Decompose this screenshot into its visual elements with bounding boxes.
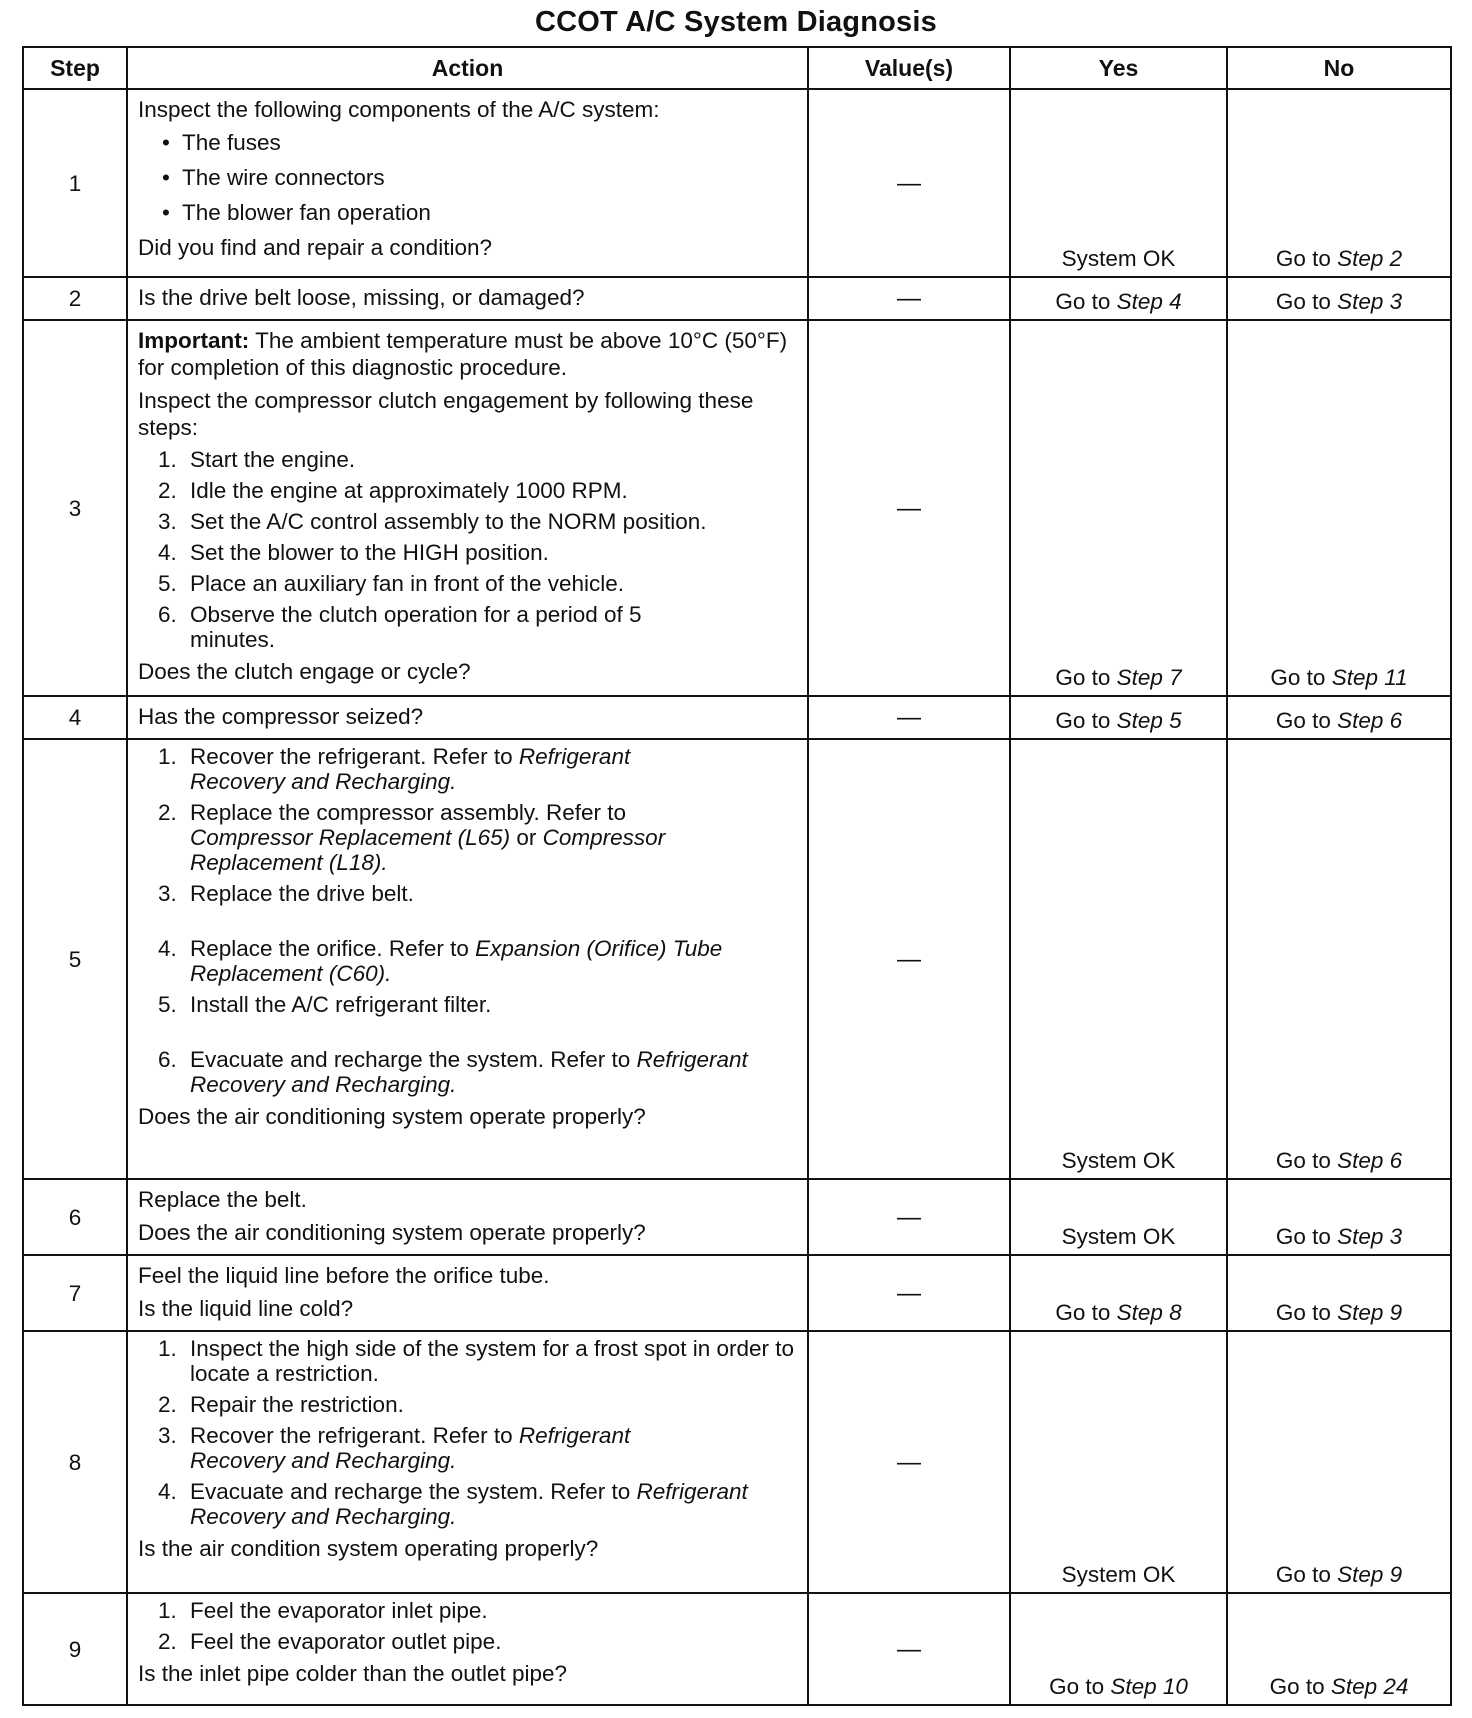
document-title: CCOT A/C System Diagnosis <box>535 6 937 38</box>
action-question: Is the inlet pipe colder than the outlet pipe? <box>138 1661 568 1686</box>
list-item: 1. Recover the refrigerant. Refer to Refrigerant Recovery and Recharging. <box>158 744 631 794</box>
table-header-row <box>23 47 1451 89</box>
step-number: 1 <box>23 89 127 277</box>
action-question: Is the liquid line cold? <box>138 1296 354 1321</box>
list-item: • The blower fan operation <box>162 199 797 226</box>
step-number: 2 <box>23 277 127 320</box>
list-item: 2. Replace the compressor assembly. Refer to Compressor Replacement (L65) or Compressor Replacement (L18). <box>158 800 666 875</box>
step-number: 7 <box>23 1255 127 1331</box>
table-row <box>23 320 1451 696</box>
list-item: 6. Observe the clutch operation for a period of 5 minutes. <box>158 602 642 652</box>
action-cell <box>127 89 808 277</box>
table-row <box>23 1255 1451 1331</box>
value-cell: — <box>808 1331 1010 1593</box>
numbered-list <box>138 744 797 1097</box>
step-number: 3 <box>23 320 127 696</box>
list-item: 1. Inspect the high side of the system for a frost spot in order to locate a restriction. <box>158 1336 795 1386</box>
numbered-list <box>138 447 797 652</box>
value-cell: — <box>808 277 1010 320</box>
header-action: Action <box>127 47 808 89</box>
value-cell: — <box>808 89 1010 277</box>
list-item: 4. Set the blower to the HIGH position. <box>158 540 549 565</box>
action-cell <box>127 1179 808 1255</box>
step-number: 4 <box>23 696 127 739</box>
list-item: 1. Feel the evaporator inlet pipe. <box>158 1598 488 1623</box>
value-cell: — <box>808 739 1010 1179</box>
value-cell: — <box>808 1179 1010 1255</box>
yes-cell: Go to Step 5 <box>1010 696 1227 739</box>
header-values: Value(s) <box>808 47 1010 89</box>
table-row <box>23 1593 1451 1705</box>
no-cell: Go to Step 3 <box>1227 1179 1451 1255</box>
action-question: Does the clutch engage or cycle? <box>138 659 471 684</box>
action-text: Replace the belt. <box>138 1187 307 1212</box>
list-item: • The wire connectors <box>162 164 797 191</box>
list-item: 1. Start the engine. <box>158 447 356 472</box>
important-note: Important: The ambient temperature must be above 10°C (50°F) for completion of this diagnostic procedure. <box>138 328 788 380</box>
action-cell <box>127 277 808 320</box>
table-row <box>23 277 1451 320</box>
table-row <box>23 696 1451 739</box>
action-intro: Inspect the following components of the A/C system: <box>138 97 660 122</box>
yes-cell: Go to Step 4 <box>1010 277 1227 320</box>
list-item: 4. Replace the orifice. Refer to Expansion (Orifice) Tube Replacement (C60). <box>158 936 723 986</box>
action-text: Feel the liquid line before the orifice tube. <box>138 1263 550 1288</box>
important-label: Important: <box>138 328 250 353</box>
step-number: 6 <box>23 1179 127 1255</box>
yes-cell: Go to Step 10 <box>1010 1593 1227 1705</box>
action-question: Has the compressor seized? <box>138 704 424 729</box>
no-cell: Go to Step 3 <box>1227 277 1451 320</box>
action-cell <box>127 1255 808 1331</box>
yes-cell: System OK <box>1010 89 1227 277</box>
numbered-list <box>138 1598 797 1654</box>
value-cell: — <box>808 320 1010 696</box>
action-intro: Inspect the compressor clutch engagement by following these steps: <box>138 388 754 440</box>
table-row <box>23 89 1451 277</box>
action-question: Is the drive belt loose, missing, or damaged? <box>138 285 585 310</box>
table-row <box>23 739 1451 1179</box>
step-number: 9 <box>23 1593 127 1705</box>
list-item: 2. Feel the evaporator outlet pipe. <box>158 1629 502 1654</box>
list-item: • The fuses <box>162 129 797 156</box>
no-cell: Go to Step 11 <box>1227 320 1451 696</box>
step-number: 5 <box>23 739 127 1179</box>
header-no: No <box>1227 47 1451 89</box>
yes-cell: System OK <box>1010 739 1227 1179</box>
step-number: 8 <box>23 1331 127 1593</box>
list-item: 2. Idle the engine at approximately 1000 RPM. <box>158 478 628 503</box>
yes-cell: System OK <box>1010 1331 1227 1593</box>
header-step: Step <box>23 47 127 89</box>
list-item: 6. Evacuate and recharge the system. Refer to Refrigerant Recovery and Recharging. <box>158 1047 748 1097</box>
list-item: 2. Repair the restriction. <box>158 1392 404 1417</box>
table-row <box>23 1179 1451 1255</box>
action-question: Does the air conditioning system operate properly? <box>138 1104 646 1129</box>
yes-cell: Go to Step 7 <box>1010 320 1227 696</box>
numbered-list <box>138 1336 797 1529</box>
value-cell: — <box>808 1255 1010 1331</box>
action-cell <box>127 1331 808 1593</box>
no-cell: Go to Step 9 <box>1227 1255 1451 1331</box>
value-cell: — <box>808 696 1010 739</box>
no-cell: Go to Step 24 <box>1227 1593 1451 1705</box>
action-cell <box>127 739 808 1179</box>
action-cell <box>127 1593 808 1705</box>
value-cell: — <box>808 1593 1010 1705</box>
diagnosis-table <box>22 46 1452 1706</box>
list-item: 3. Set the A/C control assembly to the NORM position. <box>158 509 707 534</box>
no-cell: Go to Step 9 <box>1227 1331 1451 1593</box>
no-cell: Go to Step 6 <box>1227 696 1451 739</box>
list-item: 5. Install the A/C refrigerant filter. <box>158 992 492 1017</box>
yes-cell: System OK <box>1010 1179 1227 1255</box>
action-cell <box>127 696 808 739</box>
action-question: Does the air conditioning system operate properly? <box>138 1220 646 1245</box>
no-cell: Go to Step 2 <box>1227 89 1451 277</box>
list-item: 5. Place an auxiliary fan in front of the vehicle. <box>158 571 624 596</box>
bullet-list <box>138 129 797 226</box>
list-item: 3. Recover the refrigerant. Refer to Refrigerant Recovery and Recharging. <box>158 1423 631 1473</box>
header-yes: Yes <box>1010 47 1227 89</box>
list-item: 4. Evacuate and recharge the system. Refer to Refrigerant Recovery and Recharging. <box>158 1479 748 1529</box>
list-item: 3. Replace the drive belt. <box>158 881 414 906</box>
table-row <box>23 1331 1451 1593</box>
action-question: Did you find and repair a condition? <box>138 235 492 260</box>
action-question: Is the air condition system operating properly? <box>138 1536 599 1561</box>
yes-cell: Go to Step 8 <box>1010 1255 1227 1331</box>
action-cell <box>127 320 808 696</box>
no-cell: Go to Step 6 <box>1227 739 1451 1179</box>
